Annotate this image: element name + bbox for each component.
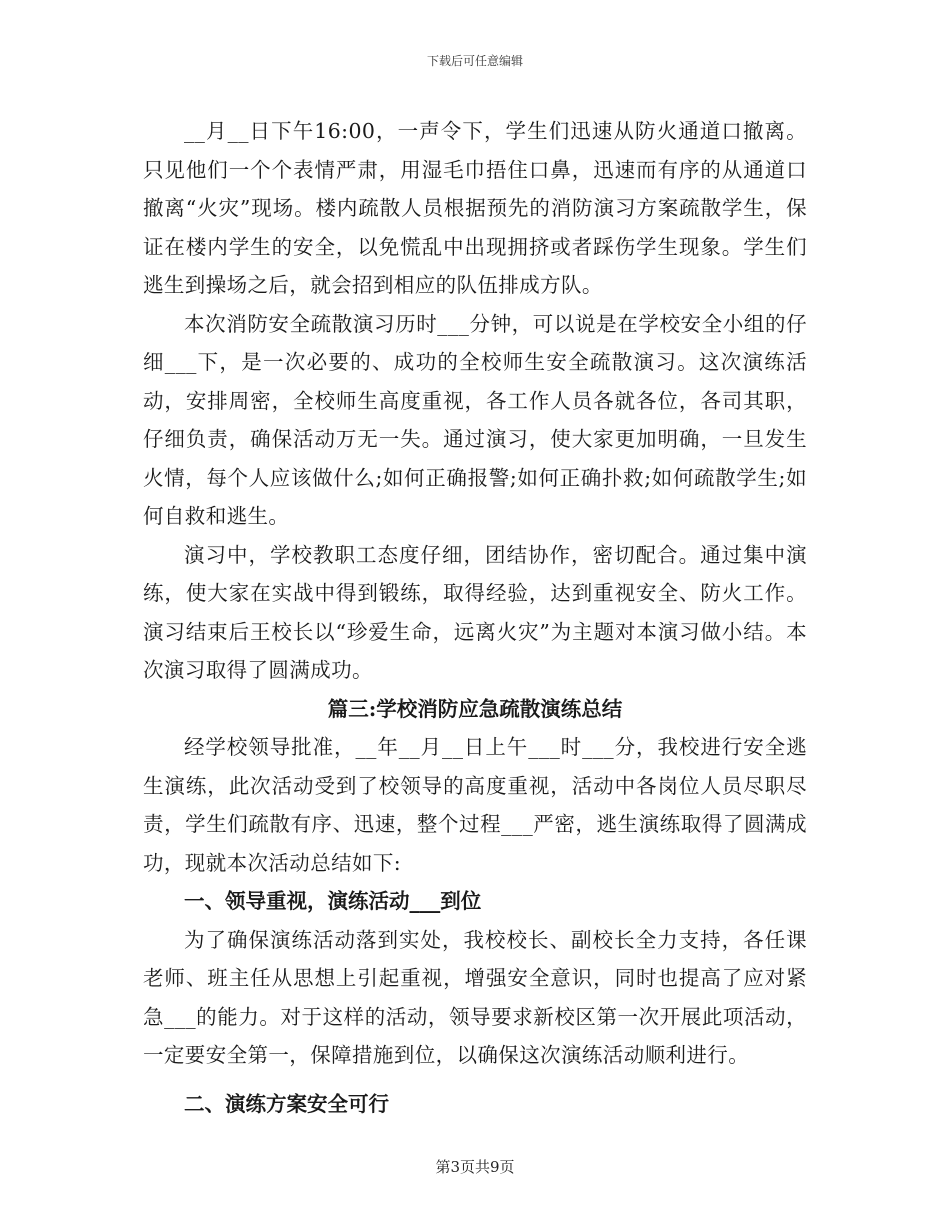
section-title: 篇三:学校消防应急疏散演练总结 — [327, 696, 623, 721]
page-footer: 第3页共9页 — [435, 1158, 515, 1176]
document-body — [143, 112, 807, 1123]
sub-heading-leadership: 一、领导重视，演练活动___到位 — [184, 889, 482, 913]
paragraph-leadership: 为了确保演练活动落到实处，我校校长、副校长全力支持，各任课老师、班主任从思想上引起重视，增强安全意识，同时也提高了应对紧急___的能力。对于这样的活动，领导要求新校区第一次开展此项活动，一定要安全第一，保障措施到位，以确保这次演练活动顺利进行。 — [143, 927, 807, 1067]
paragraph-staff-cooperation: 演习中，学校教职工态度仔细，团结协作，密切配合。通过集中演练，使大家在实战中得到锻练，取得经验，达到重视安全、防火工作。演习结束后王校长以“珍爱生命，远离火灾”为主题对本演习做小结。本次演习取得了圆满成功。 — [143, 542, 807, 682]
sub-heading-plan: 二、演练方案安全可行 — [184, 1091, 389, 1116]
paragraph-drill-evacuation: __月__日下午16:00，一声令下，学生们迅速从防火通道口撤离。只见他们一个个表情严肃，用湿毛巾捂住口鼻，迅速而有序的从通道口撤离“火灾”现场。楼内疏散人员根据预先的消防演习方案疏散学生，保证在楼内学生的安全，以免慌乱中出现拥挤或者踩伤学生现象。学生们逃生到操场之后，就会招到相应的队伍排成方队。 — [143, 119, 807, 297]
page-header: 下载后可任意编辑 — [426, 54, 523, 68]
paragraph-summary-intro: 经学校领导批准，__年__月__日上午___时___分，我校进行安全逃生演练，此次活动受到了校领导的高度重视，活动中各岗位人员尽职尽责，学生们疏散有序、迅速，整个过程___严密，逃生演练取得了圆满成功，现就本次活动总结如下: — [143, 735, 807, 875]
paragraph-drill-duration: 本次消防安全疏散演习历时___分钟，可以说是在学校安全小组的仔细___下，是一次必要的、成功的全校师生安全疏散演习。这次演练活动，安排周密，全校师生高度重视，各工作人员各就各位，各司其职，仔细负责，确保活动万无一失。通过演习，使大家更加明确，一旦发生火情，每个人应该做什么;如何正确报警;如何正确扑救;如何疏散学生;如何自救和逃生。 — [143, 311, 807, 528]
